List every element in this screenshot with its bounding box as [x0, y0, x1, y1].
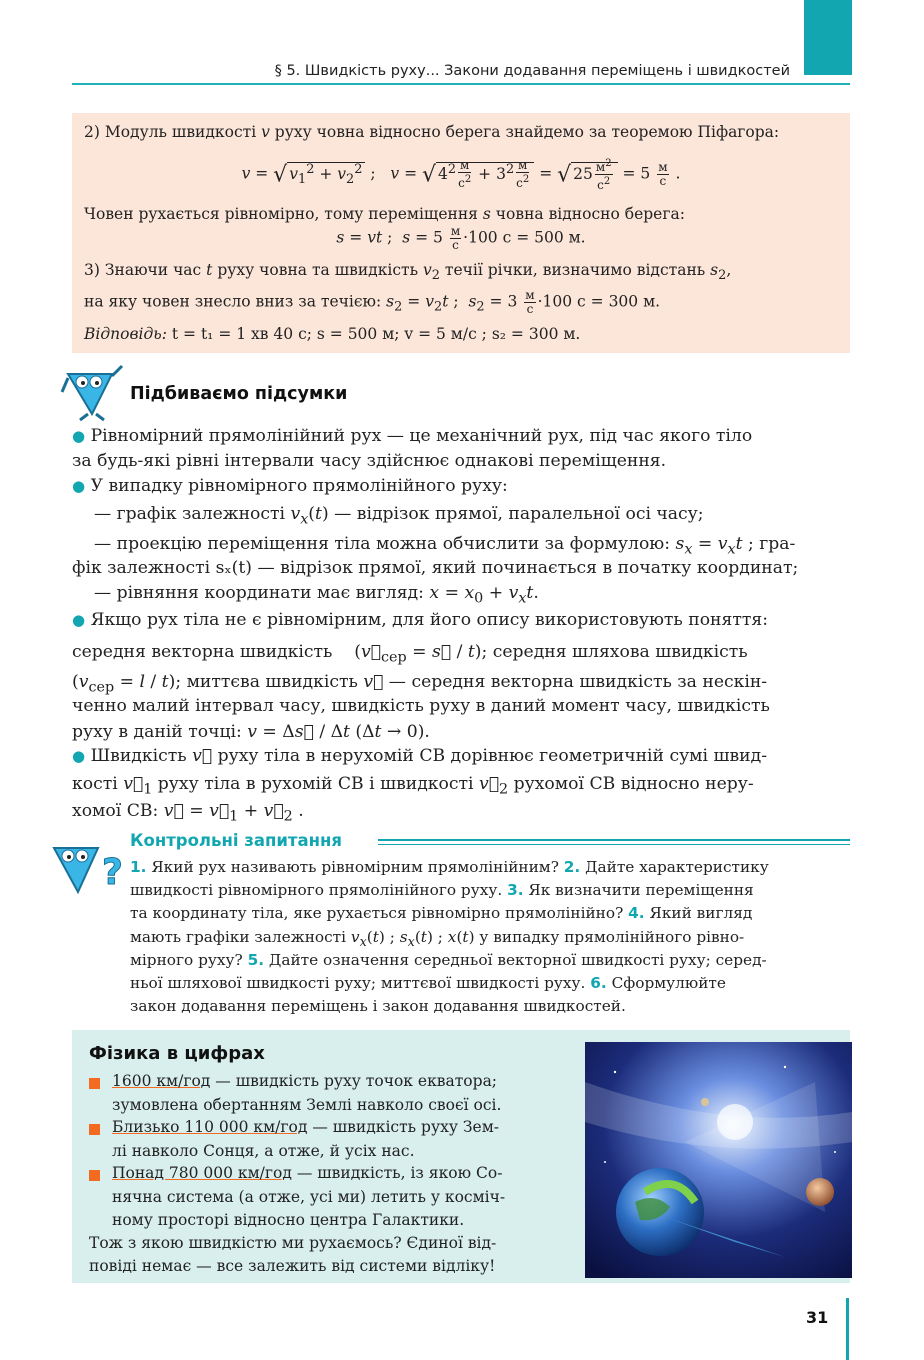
summary-text: кості $v⃗_1$ руху тіла в рухомій СВ і швидкості $v⃗_2$ рухомої СВ відносно неру- [72, 774, 754, 798]
solution-line-1: 2) Модуль швидкості v руху човна відносно берега знайдемо за теоремою Піфагора: [84, 123, 780, 141]
question-line: швидкості рівномірного прямолінійного руху. 3. Як визначити переміщення [130, 881, 754, 899]
question-line: закон додавання переміщень і закон додавання швидкостей. [130, 997, 626, 1015]
summary-text: ченно малий інтервал часу, швидкість руху в даний момент часу, швидкість [72, 696, 770, 716]
corner-tab [804, 0, 852, 75]
summary-title: Підбиваємо підсумки [130, 384, 348, 404]
solution-line-3: Човен рухається рівномірно, тому переміщення s човна відносно берега: [84, 205, 685, 223]
summary-text: — проекцію переміщення тіла можна обчислити за формулою: $s_x = v_xt$ ; гра- [94, 534, 796, 558]
solution-box [72, 113, 850, 353]
summary-bullet-3: ● Якщо рух тіла не є рівномірним, для його опису використовують поняття: [72, 610, 769, 630]
bullet-icon: ● [72, 477, 86, 495]
question-line: мірного руху? 5. Дайте означення середньої векторної швидкості руху; серед- [130, 951, 767, 969]
pythagoras-formula: v = √ $v_1^2 + v_2^2$ ; v = √ $4^2$ $\frac{м}{с^2}$ + $3^2$ $\frac{м}{с^2}$ = √ 25 $\frac{м^2}{с^2}$ = 5 $\frac{м}{с}$ . [241, 158, 681, 192]
fact-line: ному просторі відносно центра Галактики. [112, 1211, 465, 1229]
fact-line: зумовлена обертанням Землі навколо своєї осі. [112, 1096, 502, 1114]
mascot-icon [60, 362, 126, 422]
fact-line: Понад 780 000 км/год — швидкість, із якою Со- [112, 1164, 503, 1182]
summary-bullet-4: ● Швидкість v⃗ руху тіла в нерухомій СВ дорівнює геометричній сумі швид- [72, 746, 768, 766]
solution-line-5: 3) Знаючи час t руху човна та швидкість $v_2$ течії річки, визначимо відстань $s_2$, [84, 261, 732, 284]
svg-text:?: ? [102, 852, 123, 893]
page-number: 31 [806, 1308, 829, 1327]
summary-bullet-2: ● У випадку рівномірного прямолінійного руху: [72, 476, 508, 496]
fact-line: Близько 110 000 км/год — швидкість руху Зем- [112, 1118, 499, 1136]
bullet-icon: ● [72, 611, 86, 629]
questions-title: Контрольні запитання [130, 831, 343, 850]
question-line: мають графіки залежності $v_x(t)$ ; $s_x(t)$ ; x(t) у випадку прямолінійного рівно- [130, 928, 745, 951]
bullet-icon: ● [72, 747, 86, 765]
summary-text: середня векторна швидкість ($v⃗_{сер}$ = s⃗ / t); середня шляхова швидкість [72, 642, 748, 666]
orange-square-icon [89, 1124, 100, 1135]
summary-text: фік залежності sₓ(t) — відрізок прямої, який починається в початку координат; [72, 558, 799, 578]
facts-title: Фізика в цифрах [89, 1043, 265, 1064]
fact-line: 1600 км/год — швидкість руху точок екватора; [112, 1072, 498, 1090]
questions-rule [378, 844, 850, 845]
fact-line: Тож з якою швидкістю ми рухаємось? Єдиної від- [89, 1234, 497, 1252]
bullet-icon: ● [72, 427, 86, 445]
summary-bullet-1: ● Рівномірний прямолінійний рух — це механічний рух, під час якого тіло [72, 426, 753, 446]
orange-square-icon [89, 1078, 100, 1089]
question-line: ньої шляхової швидкості руху; миттєвої швидкості руху. 6. Сформулюйте [130, 974, 726, 992]
summary-text: $(v_{сер} = l / t)$; миттєва швидкість v⃗ — середня векторна швидкість за нескін- [72, 672, 768, 696]
summary-text: — рівняння координати має вигляд: $x = x_0 + v_xt$. [94, 583, 539, 607]
running-header: § 5. Швидкість руху... Закони додавання переміщень і швидкостей [274, 63, 790, 79]
fact-line: повіді немає — все залежить від системи відліку! [89, 1257, 496, 1275]
space-illustration [585, 1042, 852, 1278]
solution-line-6: на яку човен знесло вниз за течією: $s_2 = v_2t$ ; $s_2 = 3$ $\frac{м}{с}$ ·100 с = 300 м. [84, 288, 661, 316]
summary-text: руху в даній точці: v = Δs⃗ / Δt (Δt → 0). [72, 722, 430, 742]
fact-line: лі навколо Сонця, а отже, й усіх нас. [112, 1142, 415, 1160]
displacement-formula: s = vt ; s = 5 $\frac{м}{с}$ ·100 с = 500 м. [336, 224, 586, 252]
summary-text: за будь-які рівні інтервали часу здійснює однакові переміщення. [72, 451, 667, 471]
summary-text: хомої СВ: v⃗ = $v⃗_1$ + $v⃗_2$ . [72, 801, 304, 825]
thinking-mascot-icon [50, 838, 124, 900]
orange-square-icon [89, 1170, 100, 1181]
summary-text: — графік залежності $v_x(t)$ — відрізок прямої, паралельної осі часу; [94, 504, 704, 528]
fact-line: нячна система (а отже, усі ми) летить у косміч- [112, 1188, 506, 1206]
question-line: та координату тіла, яке рухається рівномірно прямолінійно? 4. Який вигляд [130, 904, 753, 922]
answer-line: Відповідь: t = t₁ = 1 хв 40 с; s = 500 м; v = 5 м/с ; s₂ = 300 м. [84, 325, 581, 343]
page-number-bar [846, 1298, 849, 1360]
question-line: 1. Який рух називають рівномірним прямолінійним? 2. Дайте характеристику [130, 858, 769, 876]
header-rule [72, 83, 850, 85]
questions-rule [378, 839, 850, 841]
